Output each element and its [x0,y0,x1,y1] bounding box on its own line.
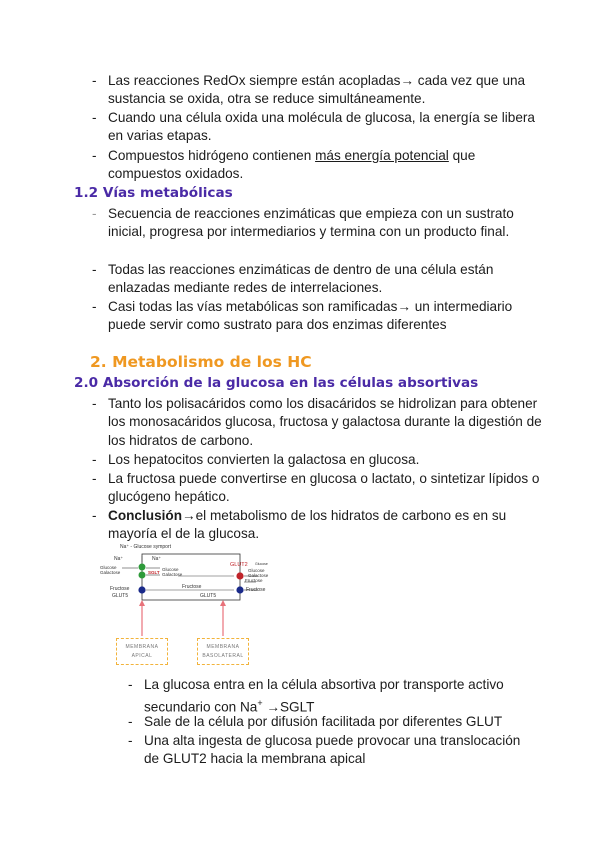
glut5-right-label: GLUT5 [200,593,217,599]
membrana-basolateral-box: MEMBRANA BASOLATERAL [197,638,249,665]
glucose-galactose-mid: Glucose Galactose [162,567,183,577]
bullet-text: Todas las reacciones enzimáticas de dentro de una célula están enlazadas mediante redes de interrelaciones. [108,262,494,296]
bullet-redox: - Las reacciones RedOx siempre están acopladas→ cada vez que una sustancia se oxida, otra se reduce simultáneamente. [92,72,542,109]
bullet-fructose: - La fructosa puede convertirse en glucosa o lactato, o sintetizar lípidos o glucógeno hepático. [92,470,542,507]
glucose-right-label: Glucose Galactose [248,568,269,578]
glut2-label: GLUT2 [230,562,248,568]
symport-label: Na⁺ - Glucose symport [120,544,171,550]
bullet-hepatocytes: - Los hepatocitos convierten la galactosa en glucosa. [92,451,542,469]
bullet-text: Secuencia de reacciones enzimáticas que empieza con un sustrato inicial, progresa por intermediarios y termina con un producto final. [108,206,514,240]
bullet-text: Las reacciones RedOx siempre están acopladas→ cada vez que una sustancia se oxida, otra se reduce simultáneamente. [108,73,526,107]
bullet-sglt: - La glucosa entra en la célula absortiva por transporte activo secundario con Na+ →SGLT [128,676,528,717]
bullet-text: Sale de la célula por difusión facilitada por diferentes GLUT [144,714,503,729]
glut2-small-label: Glucose [255,562,268,566]
bullet-networks: - Todas las reacciones enzimáticas de dentro de una célula están enlazadas mediante redes de interrelaciones. [92,261,542,298]
bullet-text: Tanto los polisacáridos como los disacáridos se hidrolizan para obtener los monosacáridos glucosa, fructosa y galactosa durante la digestión de los hidratos de carbono. [108,396,542,448]
glucose-galactose-left: Glucose Galactose [100,565,121,575]
bullet-text: Cuando una célula oxida una molécula de glucosa, la energía se libera en varias etapas. [108,110,535,144]
bullet-branched: - Casi todas las vías metabólicas son ramificadas→ un intermediario puede servir como sustrato para dos enzimas diferentes [92,298,542,335]
glut2-dot [236,572,243,579]
glucose-absorption-diagram [100,538,280,668]
bullet-text: Casi todas las vías metabólicas son ramificadas→ un intermediario puede servir como sustrato para dos enzimas diferentes [108,299,513,333]
glut5-right-dot [236,586,243,593]
heading-2-0: 2.0 Absorción de la glucosa en las células absortivas [74,375,479,391]
bullet-text: Compuestos hidrógeno contienen más energía potencial que compuestos oxidados. [108,148,476,182]
membrana-apical-box: MEMBRANA APICAL [116,638,168,665]
fructose-left-label: Fructose [110,586,130,592]
underlined-text: más energía potencial [315,148,449,163]
fructose-out-label: Fructose [246,587,266,593]
fructose-right-top: Fructose [245,578,263,583]
sglt-green-dot-2 [139,572,146,579]
sglt-label: SGLT [148,570,160,575]
fructose-mid-label: Fructose [182,584,202,590]
bullet-oxidation: - Cuando una célula oxida una molécula de glucosa, la energía se libera en varias etapas. [92,109,542,146]
bullet-sequence: - Secuencia de reacciones enzimáticas que empieza con un sustrato inicial, progresa por intermediarios y termina con un producto final. [92,205,542,242]
bullet-hydrogen-compounds: - Compuestos hidrógeno contienen más energía potencial que compuestos oxidados. [92,147,542,184]
na-label-out: Na⁺ [152,556,162,562]
conclusion-text: →el metabolismo de los hidratos de carbono es en su mayoría el de la glucosa. [108,508,507,542]
sglt-green-dot [139,564,146,571]
glut5-left-label: GLUT5 [112,593,129,599]
heading-2: 2. Metabolismo de los HC [90,353,312,371]
bullet-polysaccharides: - Tanto los polisacáridos como los disacáridos se hidrolizan para obtener los monosacáridos glucosa, fructosa y galactosa durante la digestión de los hidratos de carbono. [92,395,542,450]
bullet-conclusion: - Conclusión→el metabolismo de los hidratos de carbono es en su mayoría el de la glucosa. [92,507,542,544]
bullet-text: La glucosa entra en la célula absortiva por transporte activo secundario con Na+ →SGLT [144,677,504,715]
bullet-text: Una alta ingesta de glucosa puede provocar una translocación de GLUT2 hacia la membrana apical [144,733,521,767]
heading-1-2: 1.2 Vías metabólicas [74,185,233,201]
bullet-glut: - Sale de la célula por difusión facilitada por diferentes GLUT [128,713,528,731]
bullet-text: La fructosa puede convertirse en glucosa o lactato, o sintetizar lípidos o glucógeno hepático. [108,471,540,505]
conclusion-label: Conclusión [108,508,183,523]
bullet-text: Los hepatocitos convierten la galactosa en glucosa. [108,452,420,467]
glut5-left-dot [138,586,145,593]
na-label-in: Na⁺ [114,556,124,562]
bullet-glut2-translocation: - Una alta ingesta de glucosa puede provocar una translocación de GLUT2 hacia la membrana apical [128,732,528,769]
